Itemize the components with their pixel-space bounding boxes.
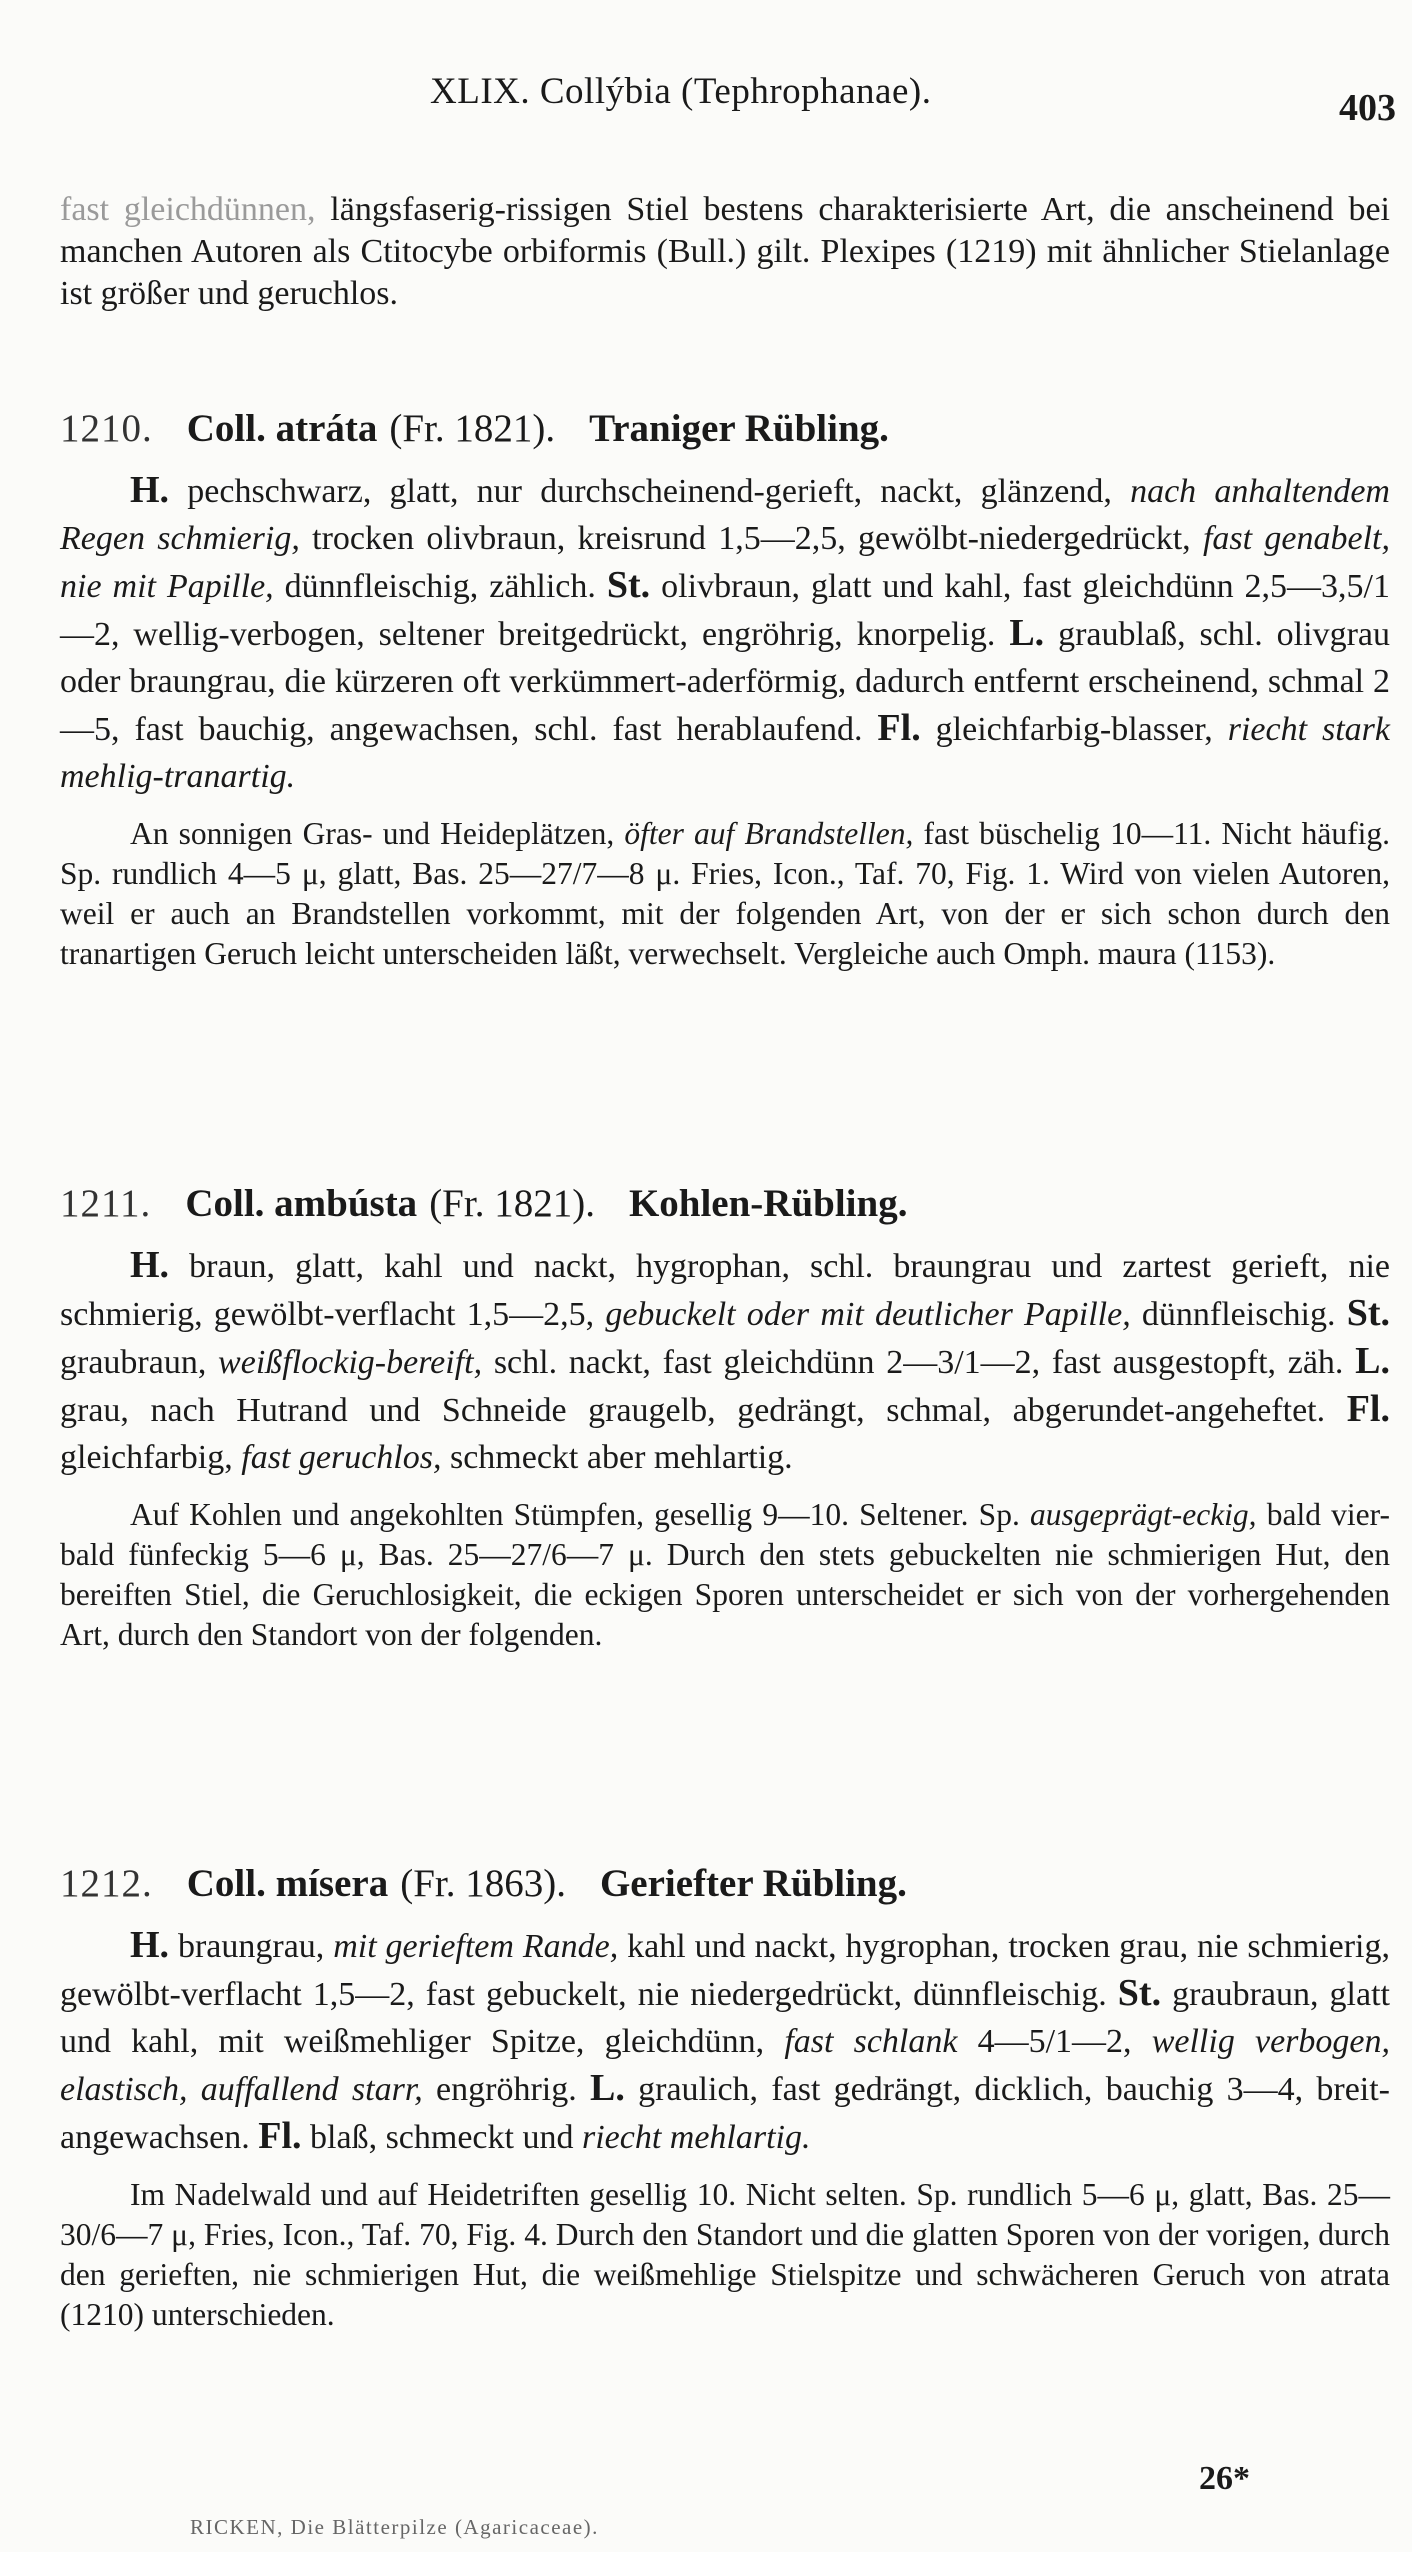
notes bbox=[60, 1495, 1390, 1655]
entry-heading bbox=[60, 1860, 1390, 1908]
description bbox=[60, 1242, 1390, 1481]
gills-key: L. bbox=[1009, 612, 1045, 654]
desc-text: schl. nackt, fast gleichdünn 2—3/1—2, fast ausgestopft, zäh. bbox=[482, 1344, 1356, 1381]
desc-emphasis: fast geruchlos, bbox=[241, 1439, 442, 1476]
desc-emphasis: nach anhaltendem Regen schmierig, bbox=[60, 473, 1390, 557]
flesh-key: Fl. bbox=[1346, 1388, 1390, 1430]
stem-key: St. bbox=[1117, 1972, 1162, 2014]
desc-text: graublaß, schl. olivgrau oder braungrau, die kürzeren oft verkümmert-aderförmig, dadurch entfernt erscheinend, schmal 2—5, fast bauchig, angewachsen, schl. fast herablaufend. bbox=[60, 616, 1390, 748]
entry-number: 1210. bbox=[60, 407, 153, 450]
stem-key: St. bbox=[606, 564, 651, 606]
hat-key: H. bbox=[130, 1244, 170, 1286]
common-name: Kohlen-Rübling. bbox=[628, 1182, 908, 1225]
entry-number: 1212. bbox=[60, 1862, 153, 1905]
desc-text: gleichfarbig-blasser, bbox=[920, 711, 1228, 748]
species-entry-1210 bbox=[60, 405, 1390, 974]
entry-number: 1211. bbox=[60, 1182, 152, 1225]
hat-key: H. bbox=[130, 469, 170, 511]
intro-text: längsfaserig-rissigen Stiel bestens charakterisierte Art, die anscheinend bei manchen Autoren als Ctitocybe orbiformis (Bull.) gilt. Plexipes (1219) mit ähnlicher Stielanlage ist größer und geruchlos. bbox=[60, 191, 1391, 312]
desc-emphasis: fast schlank bbox=[784, 2023, 958, 2060]
entry-heading bbox=[60, 405, 1390, 453]
desc-text: kahl und nackt, hygrophan, trocken grau, nie schmierig, gewölbt-verflacht 1,5—2, fast gebuckelt, nie niedergedrückt, dünnfleischig. bbox=[60, 1928, 1391, 2013]
desc-emphasis: gebuckelt oder mit deutlicher Papille, bbox=[605, 1296, 1131, 1333]
desc-text: trocken olivbraun, kreisrund 1,5—2,5, gewölbt-niedergedrückt, bbox=[299, 520, 1203, 557]
notes-text: fast büschelig 10—11. Nicht häufig. Sp. rundlich 4—5 μ, glatt, Bas. 25—27/7—8 μ. Fries, Icon., Taf. 70, Fig. 1. Wird von vielen Autoren, weil er auch an Brandstellen vorkommt, mit der folgenden Art, von der er sich schon durch den tranartigen Geruch leicht unterscheiden läßt, verwechselt. Vergleiche auch Omph. maura (1153). bbox=[60, 816, 1390, 971]
desc-text: dünnfleischig. bbox=[1130, 1296, 1347, 1333]
notes-text: Im Nadelwald und auf Heidetriften gesellig 10. Nicht selten. Sp. rundlich 5—6 μ, glatt, Bas. 25—30/6—7 μ, Fries, Icon., Taf. 70, Fig. 4. Durch den Standort und die glatten Sporen von der vorigen, durch den gerieften, nie schmierigen Hut, die weißmehlige Stielspitze und schwächeren Geruch von atrata (1210) unterschieden. bbox=[60, 2177, 1390, 2332]
entry-heading bbox=[60, 1180, 1390, 1228]
species-authority: (Fr. 1821). bbox=[389, 407, 556, 450]
desc-emphasis: mit gerieftem Rande, bbox=[333, 1928, 619, 1965]
desc-text: dünnfleischig, zählich. bbox=[273, 568, 607, 605]
description bbox=[60, 467, 1390, 800]
common-name: Geriefter Rübling. bbox=[599, 1862, 907, 1905]
common-name: Traniger Rübling. bbox=[589, 407, 889, 450]
species-name: Coll. mísera bbox=[186, 1862, 389, 1905]
species-name: Coll. atráta bbox=[186, 407, 378, 450]
desc-emphasis: wellig verbogen, elastisch, auffallend starr, bbox=[60, 2023, 1390, 2108]
footer-text: RICKEN, Die Blätterpilze (Agaricaceae). bbox=[190, 2515, 599, 2539]
desc-text: gleichfarbig, bbox=[60, 1439, 242, 1476]
flesh-key: Fl. bbox=[877, 707, 921, 749]
notes bbox=[60, 2175, 1390, 2335]
desc-text: graulich, fast gedrängt, dicklich, bauchig 3—4, breit-angewachsen. bbox=[60, 2071, 1390, 2156]
page-footer bbox=[60, 2460, 1390, 2550]
desc-emphasis: weißflockig-bereift, bbox=[218, 1344, 483, 1381]
signature-mark: 26* bbox=[1199, 2460, 1250, 2497]
species-entry-1212 bbox=[60, 1860, 1390, 2335]
desc-text: 4—5/1—2, bbox=[957, 2023, 1152, 2060]
species-authority: (Fr. 1863). bbox=[400, 1862, 566, 1905]
hat-key: H. bbox=[130, 1924, 170, 1966]
desc-emphasis: fast genabelt, nie mit Papille, bbox=[60, 520, 1390, 605]
desc-text: braungrau, bbox=[169, 1928, 334, 1965]
stem-key: St. bbox=[1346, 1292, 1390, 1334]
running-title: XLIX. Collýbia (Tephrophanae). bbox=[430, 71, 932, 112]
species-entry-1211 bbox=[60, 1180, 1390, 1655]
desc-text: olivbraun, glatt und kahl, fast gleichdünn 2,5—3,5/1—2, wellig-verbogen, seltener breitgedrückt, engröhrig, knorpelig. bbox=[60, 568, 1390, 653]
desc-text: schmeckt aber mehlartig. bbox=[441, 1439, 793, 1476]
desc-emphasis: riecht stark mehlig-tranartig. bbox=[60, 711, 1390, 795]
species-authority: (Fr. 1821). bbox=[429, 1182, 595, 1225]
notes-text: Auf Kohlen und angekohlten Stümpfen, gesellig 9—10. Seltener. Sp. bbox=[130, 1497, 1030, 1532]
intro-paragraph bbox=[60, 189, 1390, 315]
flesh-key: Fl. bbox=[258, 2115, 302, 2157]
desc-text: pechschwarz, glatt, nur durchscheinend-gerieft, nackt, glänzend, bbox=[169, 473, 1131, 510]
gills-key: L. bbox=[1355, 1340, 1391, 1382]
desc-text: engröhrig. bbox=[422, 2071, 591, 2108]
intro-faded-text: fast gleichdünnen, bbox=[60, 191, 316, 228]
running-header bbox=[60, 60, 1396, 130]
notes bbox=[60, 814, 1390, 974]
notes-emphasis: ausgeprägt-eckig, bbox=[1030, 1497, 1257, 1532]
desc-text: graubraun, glatt und kahl, mit weißmehliger Spitze, gleichdünn, bbox=[60, 1976, 1390, 2060]
notes-text: bald vier- bald fünfeckig 5—6 μ, Bas. 25—27/6—7 μ. Durch den stets gebuckelten nie schmierigen Hut, den bereiften Stiel, die Geruchlosigkeit, die eckigen Sporen unterscheidet er sich von der vorhergehenden Art, durch den Standort von der folgenden. bbox=[60, 1497, 1390, 1652]
species-name: Coll. ambústa bbox=[185, 1182, 418, 1225]
gills-key: L. bbox=[590, 2067, 625, 2109]
desc-text: blaß, schmeckt und bbox=[301, 2119, 582, 2156]
description bbox=[60, 1922, 1390, 2161]
notes-text: An sonnigen Gras- und Heideplätzen, bbox=[130, 816, 625, 851]
desc-text: graubraun, bbox=[60, 1344, 219, 1381]
desc-text: grau, nach Hutrand und Schneide graugelb, gedrängt, schmal, abgerundet-angeheftet. bbox=[60, 1392, 1347, 1429]
desc-text: braun, glatt, kahl und nackt, hygrophan, schl. braungrau und zartest gerieft, nie schmierig, gewölbt-verflacht 1,5—2,5, bbox=[60, 1248, 1390, 1333]
desc-emphasis: riecht mehlartig. bbox=[581, 2119, 811, 2156]
page-number: 403 bbox=[1339, 87, 1396, 129]
notes-emphasis: öfter auf Brandstellen, bbox=[624, 816, 914, 851]
